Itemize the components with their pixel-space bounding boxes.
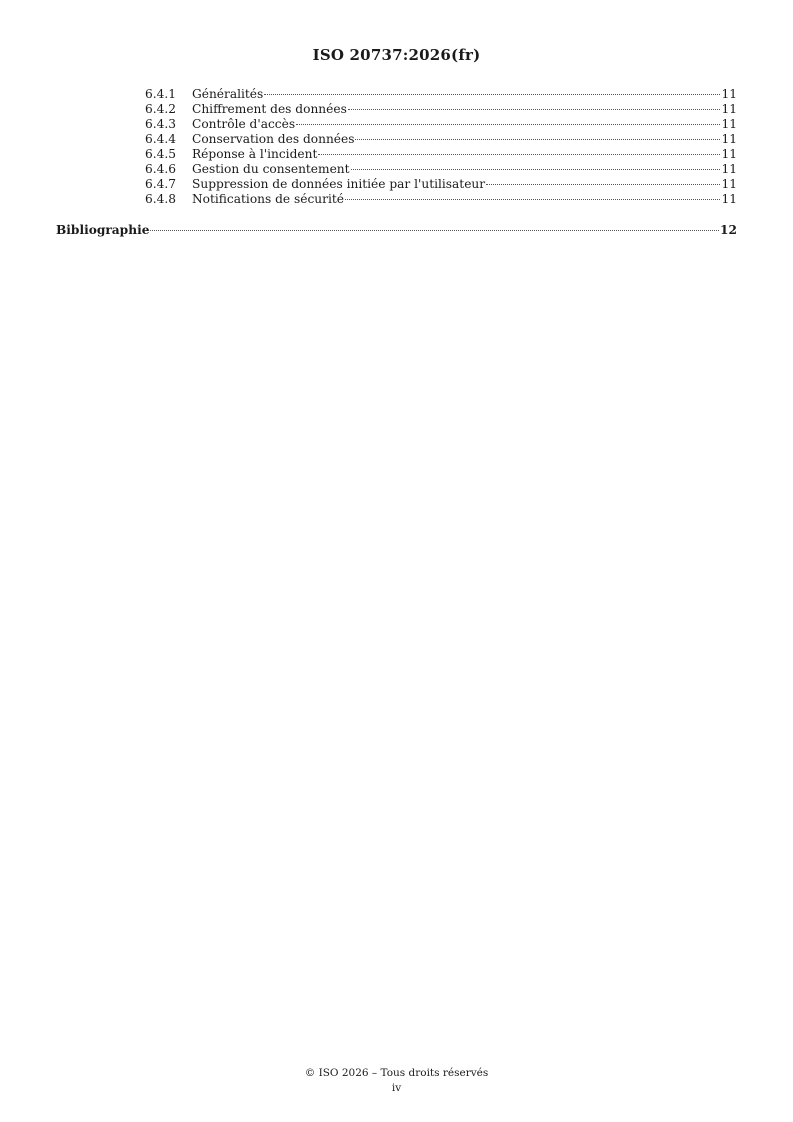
- toc-entry-number: 6.4.4: [145, 132, 177, 146]
- toc-entry-title: Chiffrement des données: [192, 102, 347, 116]
- toc-entry-page: 11: [721, 117, 737, 131]
- toc-entry-title: Contrôle d'accès: [192, 117, 296, 131]
- toc-entry-title: Suppression de données initiée par l'utilisateur: [192, 177, 486, 191]
- toc-entry-page: 11: [721, 177, 737, 191]
- toc-entry-number: 6.4.5: [145, 147, 177, 161]
- toc-entry-title: Notifications de sécurité: [192, 192, 344, 206]
- toc-entry-bibliography[interactable]: [56, 223, 737, 237]
- dot-leader: [355, 139, 720, 140]
- toc-entry-page: 11: [721, 87, 737, 101]
- toc-entry-number: 6.4.7: [145, 177, 177, 191]
- toc-entry-page: 11: [721, 102, 737, 116]
- document-header: [0, 46, 793, 64]
- page-footer: [0, 1066, 793, 1096]
- toc-entry-page: 11: [721, 162, 737, 176]
- dot-leader: [318, 154, 720, 155]
- toc-entry-title: Bibliographie: [56, 223, 150, 237]
- toc-entry-6-4-2[interactable]: [145, 102, 737, 116]
- toc-entry-number: 6.4.1: [145, 87, 177, 101]
- page-number: iv: [391, 1082, 402, 1094]
- toc-entry-number: 6.4.2: [145, 102, 177, 116]
- toc-entry-title: Gestion du consentement: [192, 162, 350, 176]
- dot-leader: [150, 230, 719, 231]
- toc-entry-6-4-7[interactable]: [145, 177, 737, 191]
- toc-entry-number: 6.4.8: [145, 192, 177, 206]
- toc-entry-6-4-6[interactable]: [145, 162, 737, 176]
- dot-leader: [348, 109, 721, 110]
- copyright-notice: © ISO 2026 – Tous droits réservés: [304, 1067, 489, 1079]
- dot-leader: [264, 94, 720, 95]
- toc-entry-page: 11: [721, 192, 737, 206]
- dot-leader: [296, 124, 720, 125]
- toc-entry-6-4-1[interactable]: [145, 87, 737, 101]
- toc-entry-title: Conservation des données: [192, 132, 355, 146]
- dot-leader: [486, 184, 720, 185]
- toc-entry-title: Généralités: [192, 87, 264, 101]
- document-id: ISO 20737:2026(fr): [312, 46, 481, 64]
- dot-leader: [351, 169, 721, 170]
- toc-entry-6-4-3[interactable]: [145, 117, 737, 131]
- toc-entry-number: 6.4.6: [145, 162, 177, 176]
- toc-entry-number: 6.4.3: [145, 117, 177, 131]
- toc-entry-6-4-4[interactable]: [145, 132, 737, 146]
- toc-entry-6-4-8[interactable]: [145, 192, 737, 206]
- toc-entry-title: Réponse à l'incident: [192, 147, 318, 161]
- toc-entry-page: 12: [720, 223, 737, 237]
- toc-entry-6-4-5[interactable]: [145, 147, 737, 161]
- toc-entry-page: 11: [721, 132, 737, 146]
- dot-leader: [345, 199, 720, 200]
- toc-entry-page: 11: [721, 147, 737, 161]
